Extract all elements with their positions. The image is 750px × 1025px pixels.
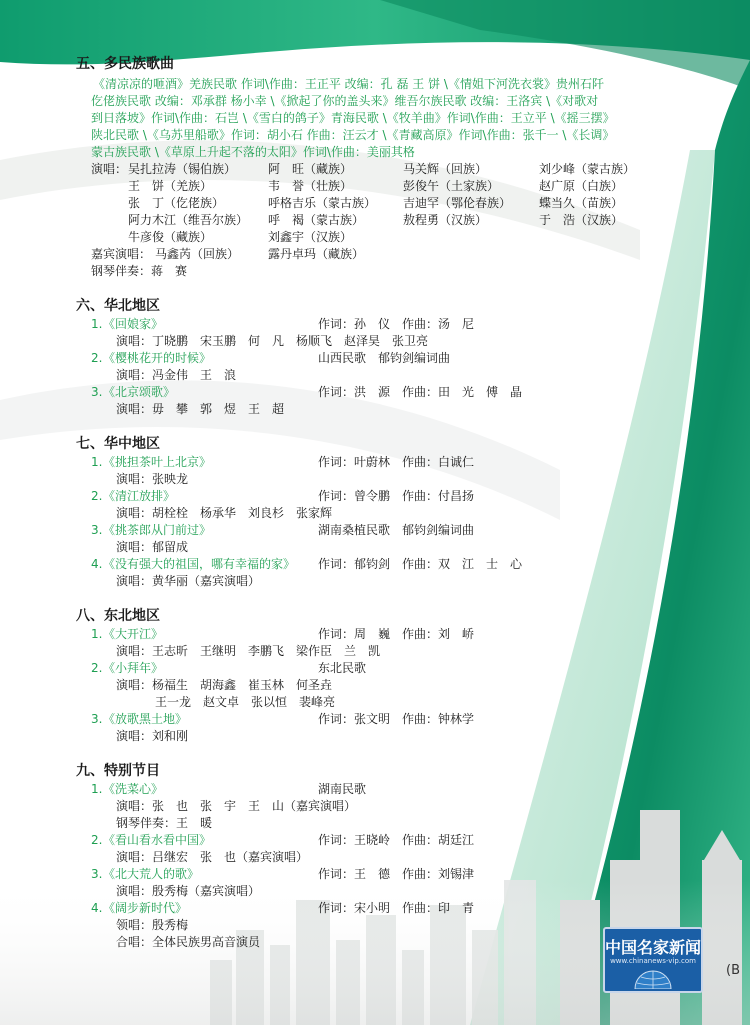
guest-singer: 马鑫芮（回族） (155, 247, 240, 261)
song-title: 《清江放排》 (103, 489, 176, 503)
song-credit: 作词：洪 源 作曲：田 光 傅 晶 (318, 385, 523, 399)
item-number: 2. (91, 351, 103, 365)
song-credit: 湖南民歌 (318, 782, 367, 796)
song-title: 《北京颂歌》 (103, 385, 176, 399)
song-title: 《洗菜心》 (103, 782, 164, 796)
singer: 刘鑫宇（汉族） (268, 230, 353, 244)
song-performers: 演唱：冯金伟 王 浪 (116, 368, 237, 382)
song-credit: 山西民歌 郁钧剑编词曲 (318, 351, 451, 365)
logo-name: 中国名家新闻 (605, 938, 702, 957)
song-performers: 演唱：毋 攀 郭 煜 王 超 (116, 402, 285, 416)
song-performers: 演唱：刘和刚 (116, 729, 189, 743)
singer: 王 饼（羌族） (128, 179, 213, 193)
song-credit: 东北民歌 (318, 661, 367, 675)
singer: 于 浩（汉族） (539, 213, 624, 227)
song-performers: 演唱：王志昕 王继明 李鹏飞 梁作臣 兰 凯 (116, 644, 381, 658)
song-credit: 作词：张文明 作曲：钟林学 (318, 712, 475, 726)
piano-accompaniment: 钢琴伴奏：王 暖 (116, 816, 213, 830)
song-title: 《看山看水看中国》 (103, 833, 212, 847)
chorus: 合唱：全体民族男高音演员 (116, 935, 261, 949)
song-title: 《挑茶郎从门前过》 (103, 523, 212, 537)
singer: 吴扎拉涛（锡伯族） (128, 162, 237, 176)
song-performers-continued: 王一龙 赵文卓 张以恒 裴峰亮 (155, 695, 336, 709)
item-number: 1. (91, 455, 103, 469)
song-credit: 作词：周 巍 作曲：刘 峤 (318, 627, 475, 641)
item-number: 1. (91, 317, 103, 331)
song-title: 《没有强大的祖国，哪有幸福的家》 (103, 557, 296, 571)
singer: 呼 褐（蒙古族） (268, 213, 365, 227)
item-number: 2. (91, 661, 103, 675)
section-title-north-china: 六、华北地区 (76, 298, 160, 314)
singer: 阿力木江（维吾尔族） (128, 213, 249, 227)
song-title: 《回娘家》 (103, 317, 164, 331)
song-credit: 作词：郁钧剑 作曲：双 江 士 心 (318, 557, 523, 571)
item-number: 4. (91, 901, 103, 915)
multiethnic-songs-line-3: 到日落坡》作词\作曲：石岂 \《雪白的鸽子》青海民歌 \《牧羊曲》作词\作曲：王立平 \《摇三摆》 (91, 111, 615, 125)
item-number: 4. (91, 557, 103, 571)
song-credit: 作词：叶蔚林 作曲：白诚仁 (318, 455, 475, 469)
item-number: 1. (91, 627, 103, 641)
item-number: 2. (91, 833, 103, 847)
song-credit: 作词：王晓岭 作曲：胡廷江 (318, 833, 475, 847)
singers-label: 演唱： (91, 162, 128, 176)
singer: 刘少峰（蒙古族） (539, 162, 636, 176)
song-title: 《挑担茶叶上北京》 (103, 455, 212, 469)
item-number: 1. (91, 782, 103, 796)
singer: 呼格吉乐（蒙古族） (268, 196, 377, 210)
page-marker: (B (726, 963, 740, 978)
song-credit: 作词：王 德 作曲：刘锡津 (318, 867, 475, 881)
song-performers: 演唱：胡栓栓 杨承华 刘良杉 张家辉 (116, 506, 333, 520)
section-title-special: 九、特别节目 (76, 763, 160, 779)
multiethnic-songs-line-2: 仡佬族民歌 改编：邓承群 杨小幸 \《掀起了你的盖头来》维吾尔族民歌 改编：王洛宾 \《对歌对 (91, 94, 599, 108)
song-performers: 演唱：黄华丽（嘉宾演唱） (116, 574, 261, 588)
song-performers: 演唱：张 也 张 宇 王 山（嘉宾演唱） (116, 799, 357, 813)
section-title-central-china: 七、华中地区 (76, 436, 160, 452)
multiethnic-songs-line-4: 陕北民歌 \《乌苏里船歌》作词：胡小石 作曲：汪云才 \《青藏高原》作词\作曲：张千一 \《长调》 (91, 128, 615, 142)
song-credit: 作词：孙 仪 作曲：汤 尼 (318, 317, 475, 331)
song-performers: 演唱：杨福生 胡海鑫 崔玉林 何圣垚 (116, 678, 333, 692)
singer: 蝶当久（苗族） (539, 196, 624, 210)
singer: 阿 旺（藏族） (268, 162, 353, 176)
song-credit: 湖南桑植民歌 郁钧剑编词曲 (318, 523, 475, 537)
song-title: 《阔步新时代》 (103, 901, 188, 915)
singer: 马关辉（回族） (403, 162, 488, 176)
singer: 张 丁（仡佬族） (128, 196, 225, 210)
song-title: 《北大荒人的歌》 (103, 867, 200, 881)
section-title-multiethnic: 五、多民族歌曲 (76, 56, 174, 72)
logo-url: www.chinanews-vip.com (610, 957, 696, 965)
multiethnic-songs-line-5: 蒙古族民歌 \《草原上升起不落的太阳》作词\作曲：美丽其格 (91, 145, 415, 159)
song-title: 《樱桃花开的时候》 (103, 351, 212, 365)
song-title: 《小拜年》 (103, 661, 164, 675)
watermark-logo (603, 927, 703, 993)
singer: 吉迪罕（鄂伦春族） (403, 196, 512, 210)
item-number: 3. (91, 385, 103, 399)
song-performers: 演唱：丁晓鹏 宋玉鹏 何 凡 杨顺飞 赵泽昊 张卫亮 (116, 334, 429, 348)
singer: 敖程勇（汉族） (403, 213, 488, 227)
song-performers: 演唱：殷秀梅（嘉宾演唱） (116, 884, 261, 898)
lead-singer: 领唱：殷秀梅 (116, 918, 189, 932)
item-number: 3. (91, 867, 103, 881)
singer: 赵广原（白族） (539, 179, 624, 193)
section-title-northeast: 八、东北地区 (76, 608, 160, 624)
item-number: 2. (91, 489, 103, 503)
song-performers: 演唱：张映龙 (116, 472, 189, 486)
song-credit: 作词：宋小明 作曲：印 青 (318, 901, 475, 915)
piano-accompaniment: 钢琴伴奏：蒋 赛 (91, 264, 188, 278)
singer: 彭俊午（土家族） (403, 179, 500, 193)
singer: 韦 誉（壮族） (268, 179, 353, 193)
globe-icon (633, 967, 673, 989)
item-number: 3. (91, 712, 103, 726)
guest-singers-label: 嘉宾演唱： (91, 247, 152, 261)
song-title: 《大开江》 (103, 627, 164, 641)
song-performers: 演唱：吕继宏 张 也（嘉宾演唱） (116, 850, 309, 864)
singer: 牛彦俊（藏族） (128, 230, 213, 244)
song-title: 《放歌黑土地》 (103, 712, 188, 726)
item-number: 3. (91, 523, 103, 537)
guest-singer: 露丹卓玛（藏族） (268, 247, 365, 261)
multiethnic-songs-line-1: 《清凉凉的咂酒》羌族民歌 作词\作曲：王正平 改编：孔 磊 王 饼 \《情姐下河洗衣裳》贵州石阡 (93, 77, 604, 91)
song-performers: 演唱：郁留成 (116, 540, 189, 554)
song-credit: 作词：曾令鹏 作曲：付昌扬 (318, 489, 475, 503)
